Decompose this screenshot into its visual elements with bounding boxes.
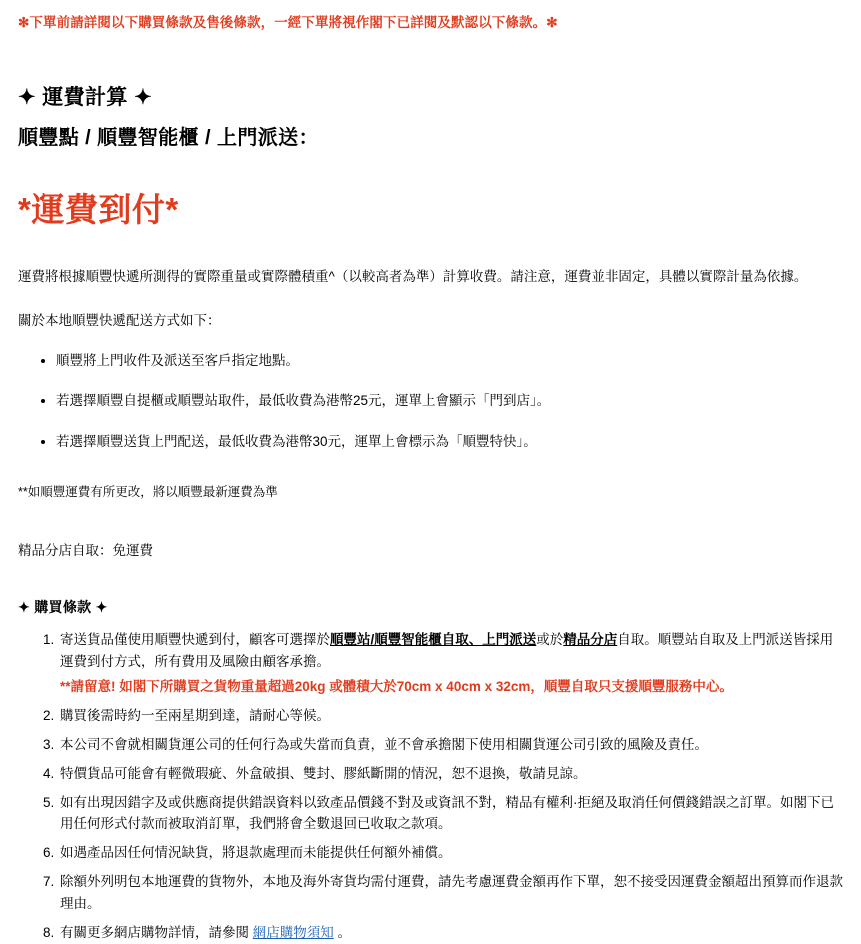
shipping-paragraph-2: 關於本地順豐快遞配送方式如下： bbox=[18, 313, 221, 329]
shipping-methods-list bbox=[18, 351, 843, 452]
shop-guide-link[interactable]: 網店購物須知 bbox=[252, 924, 334, 940]
terms-text: 有關更多網店購物詳情，請參閱 bbox=[60, 924, 253, 940]
terms-text: 如有出現因錯字及或供應商提供錯誤資料以致產品價錢不對及或資訊不對，精品有權利·拒絕及取消任何價錢錯誤之訂單。如閣下已用任何形式付款而被取消訂單，我們將會全數退回已收取之款項。 bbox=[60, 794, 834, 832]
list-item: • 若選擇順豐自提櫃或順豐站取件，最低收費為港幣25元，運單上會顯示「門到店」。 bbox=[56, 391, 843, 411]
terms-text: 如遇產品因任何情況缺貨，將退款處理而未能提供任何額外補償。 bbox=[60, 845, 452, 861]
terms-text: 購買後需時約一至兩星期到達，請耐心等候。 bbox=[60, 707, 330, 723]
terms-list-item bbox=[58, 705, 843, 727]
terms-text: 除額外列明包本地運費的貨物外，本地及海外寄貨均需付運費，請先考慮運費金額再作下單，恕不接受因運費金額超出預算而作退款理由。 bbox=[60, 874, 843, 911]
terms-list bbox=[18, 629, 843, 943]
terms-sub-note: **請留意! 如閣下所購買之貨物重量超過20kg 或體積大於70cm x 40cm x 32cm，順豐自取只支援順豐服務中心。 bbox=[60, 679, 733, 695]
store-pickup-note: 精品分店自取：免運費 bbox=[18, 542, 153, 558]
list-item: • 順豐將上門收件及派送至客戶指定地點。 bbox=[56, 351, 843, 371]
shipping-heading: ✦ 運費計算 ✦ bbox=[18, 85, 153, 109]
terms-list-item bbox=[58, 792, 843, 836]
terms-text: 本公司不會就相關貨運公司的任何行為或失當而負責，並不會承擔閣下使用相關貨運公司引致的風險及責任。 bbox=[60, 736, 708, 752]
emphasis-text: 順豐站/順豐智能櫃自取、上門派送 bbox=[330, 632, 537, 648]
shipping-subheading: 順豐點 / 順豐智能櫃 / 上門派送： bbox=[18, 126, 319, 149]
terms-text: 自取。順豐站自取及上門派送皆採用運費到付方式，所有費用及風險由顧客承擔。 bbox=[60, 632, 834, 670]
terms-heading: ✦ 購買條款 ✦ bbox=[18, 599, 108, 616]
terms-list-item bbox=[58, 922, 843, 944]
terms-list-item bbox=[58, 842, 843, 864]
terms-text: 特價貨品可能會有輕微瑕疵、外盒破損、雙封、膠紙斷開的情況，恕不退換，敬請見諒。 bbox=[60, 765, 587, 781]
shipping-rate-change-note: **如順豐運費有所更改，將以順豐最新運費為準 bbox=[18, 484, 278, 499]
terms-text: 寄送貨品僅使用順豐快遞到付，顧客可選擇於 bbox=[60, 632, 330, 648]
top-notice: ✻下單前請詳閱以下購買條款及售後條款，一經下單將視作閣下已詳閱及默認以下條款。✻ bbox=[18, 15, 558, 30]
terms-list-item bbox=[58, 763, 843, 785]
list-item: • 若選擇順豐送貨上門配送，最低收費為港幣30元，運單上會標示為「順豐特快」。 bbox=[56, 432, 843, 452]
terms-list-item bbox=[58, 871, 843, 915]
terms-text: 或於 bbox=[536, 632, 564, 648]
emphasis-text: 精品分店 bbox=[563, 632, 618, 648]
terms-list-item bbox=[58, 734, 843, 756]
freight-collect-label: *運費到付* bbox=[18, 190, 179, 228]
terms-text: 。 bbox=[333, 924, 352, 940]
terms-list-item bbox=[58, 629, 843, 698]
shipping-paragraph-1: 運費將根據順豐快遞所測得的實際重量或實際體積重^（以較高者為準）計算收費。請注意，運費並非固定，具體以實際計量為依據。 bbox=[18, 268, 808, 284]
